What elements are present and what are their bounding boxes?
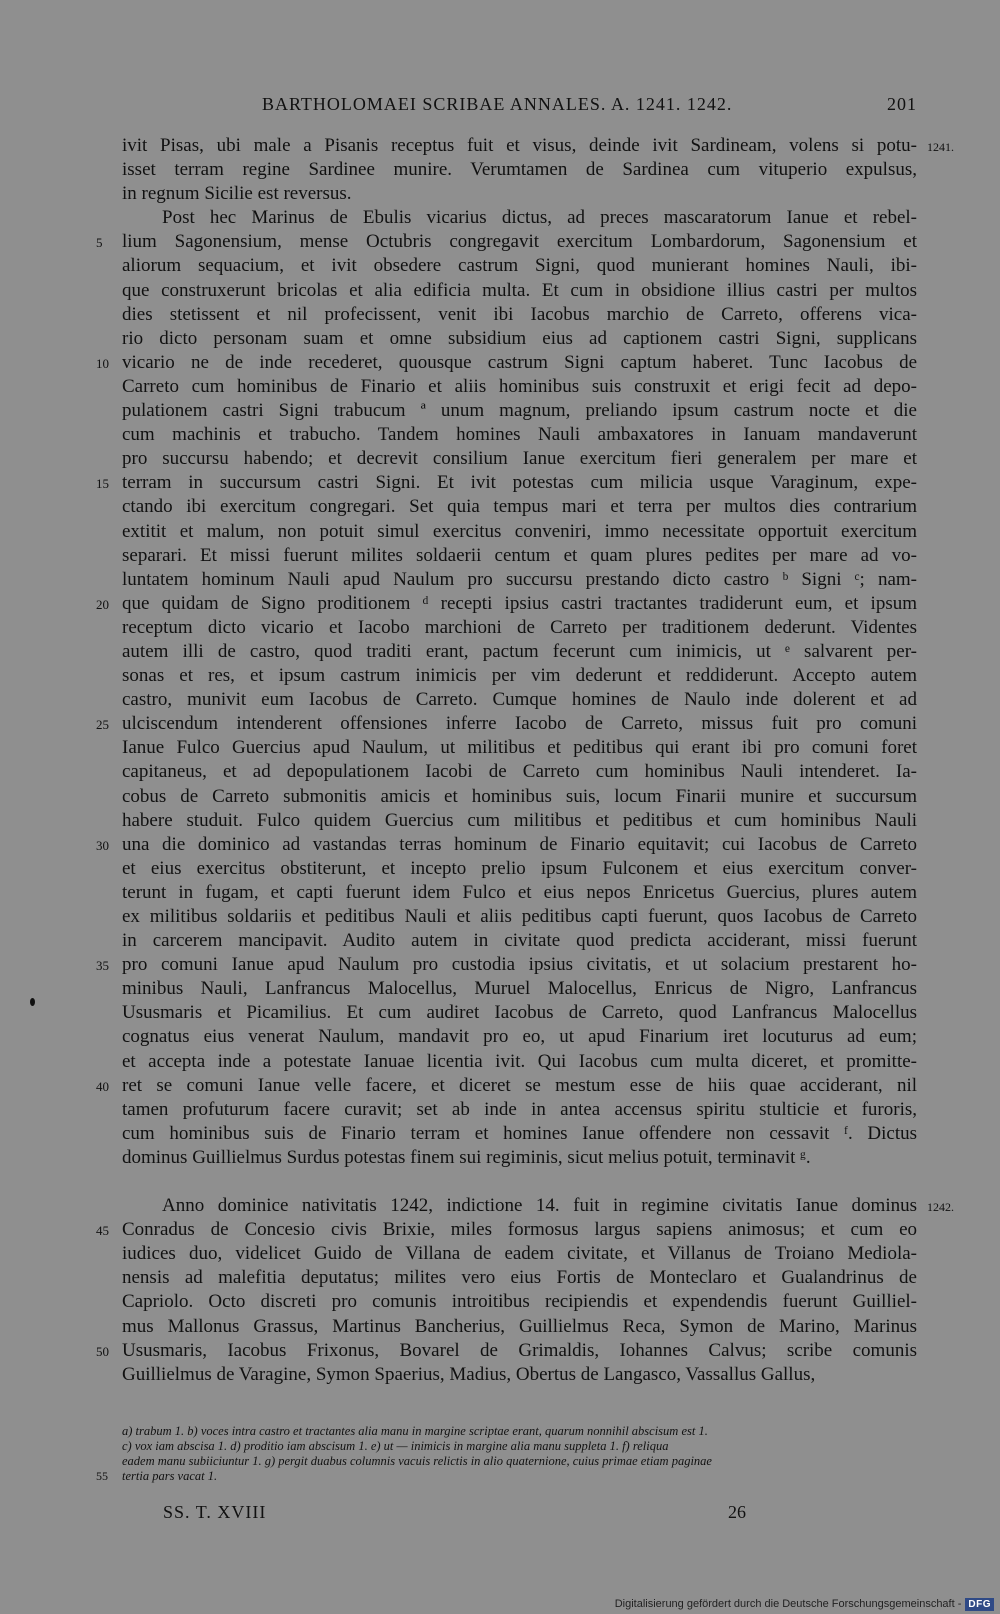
line-text: Post hec Marinus de Ebulis vicarius dictus, ad preces mascaratorum Ianue et rebel- (162, 207, 917, 229)
line-text: ex militibus soldariis et peditibus Nauli et aliis peditibus capti fuerunt, quos Iacobus de Carreto (122, 906, 917, 927)
text-line (122, 1098, 917, 1122)
text-line (122, 760, 917, 784)
margin-year: 1242. (927, 1200, 954, 1215)
text-line (122, 1266, 917, 1290)
line-number: 45 (96, 1223, 109, 1239)
text-line (122, 327, 917, 351)
text-line (122, 929, 917, 953)
line-text: ivit Pisas, ubi male a Pisanis receptus fuit et visus, deinde ivit Sardineam, volens si potu- (122, 135, 917, 156)
text-line (122, 520, 917, 544)
line-text: separari. Et missi fuerunt milites soldaerii centum et quam plures pedites per mare ad vo- (122, 544, 917, 566)
text-line (122, 254, 917, 278)
line-text: receptum dicto vicario et Iacobo marchioni de Carreto per traditionem dederunt. Videntes (122, 616, 917, 638)
text-line (122, 881, 917, 905)
text-line (122, 905, 917, 929)
line-text: cum hominibus suis de Finario terram et homines Ianue offendere non cessavit ᶠ. Dictus (122, 1122, 917, 1144)
dfg-credit (574, 1594, 1000, 1614)
line-text: capitaneus, et ad depopulationem Iacobi de Carreto cum hominibus Nauli intenderet. Ia- (122, 761, 917, 783)
running-title: BARTHOLOMAEI SCRIBAE ANNALES. A. 1241. 1242. (262, 94, 733, 114)
text-line (122, 785, 917, 809)
text-line (122, 568, 917, 592)
text-line (122, 809, 917, 833)
text-line (122, 857, 917, 881)
text-line (122, 640, 917, 664)
line-text: que construxerunt bricolas et alia edificia multa. Et cum in obsidione illius castri per multos (122, 279, 917, 301)
text-line (122, 1194, 954, 1218)
line-text: Anno dominice nativitatis 1242, indictione 14. fuit in regimine civitatis Ianue dominus (162, 1195, 917, 1217)
line-text: Carreto cum hominibus de Finario et aliis hominibus suis construxit et erigi fecit ad depo- (122, 375, 917, 397)
line-text: una die dominico ad vastandas terras hominum de Finario equitavit; cui Iacobus de Carreto (122, 833, 917, 855)
text-line (122, 544, 917, 568)
line-text: luntatem hominum Nauli apud Naulum pro succursu prestando dicto castro ᵇ Signi ᶜ; nam- (122, 568, 917, 590)
line-text: cognatus eius venerat Naulum, mandavit pro eo, ut apud Finarium iret locuturus ad eum; (122, 1026, 917, 1048)
text-line (122, 616, 917, 640)
text-line (96, 1218, 917, 1242)
text-line (122, 303, 917, 327)
footnote-text: eadem manu subiiciuntur 1. g) pergit duabus columnis vacuis relictis in alio quaternione, cuius primae etiam paginae (122, 1454, 712, 1468)
margin-year: 1241. (927, 140, 954, 154)
text-line (96, 833, 917, 857)
text-line (96, 351, 917, 375)
footnote-line (96, 1469, 917, 1484)
text-line (122, 423, 917, 447)
footnote-line (122, 1439, 917, 1454)
line-text: rio dicto personam suam et omne subsidium eius ad captionem castri Signi, supplicans (122, 327, 917, 349)
text-line (122, 447, 917, 471)
line-text: sonas et res, et ipsum castrum inimicis per vim dederunt et reddiderunt. Accepto autem (122, 665, 917, 687)
page-number: 201 (887, 94, 917, 114)
line-number: 25 (96, 717, 109, 733)
text-line (96, 953, 917, 977)
text-line (122, 182, 917, 206)
line-text: nensis ad malefitia deputatus; milites vero eius Fortis de Monteclaro et Gualandrinus de (122, 1267, 917, 1289)
line-number: 15 (96, 476, 109, 492)
footnote-text: tertia pars vacat 1. (122, 1469, 218, 1483)
line-text: iudices duo, videlicet Guido de Villana de eadem civitate, et Villanus de Troiano Mediola- (122, 1243, 917, 1265)
line-text: Guillielmus de Varagine, Symon Spaerius, Madius, Obertus de Langasco, Vassallus Gallus, (122, 1363, 816, 1385)
footnote-text: c) vox iam abscisa 1. d) proditio iam abscisum 1. e) ut — inimicis in margine alia manu suppleta 1. f) reliqua (122, 1439, 669, 1453)
signature-number: 26 (728, 1502, 746, 1522)
line-number: 30 (96, 837, 109, 853)
line-text: terunt in fugam, et capti fuerunt idem Fulco et eius nepos Enricetus Guercius, plures autem (122, 881, 917, 903)
line-text: aliorum sequacium, et ivit obsedere castrum Signi, quod munierant homines Nauli, ibi- (122, 255, 917, 277)
line-text: ret se comuni Ianue velle facere, et diceret se mestum esse de hiis quae acciderant, nil (122, 1074, 917, 1096)
text-line (122, 399, 917, 423)
text-line (122, 664, 917, 688)
line-text: Ususmaris, Iacobus Frixonus, Bovarel de Grimaldis, Iohannes Calvus; scribe comunis (122, 1339, 917, 1361)
line-number: 55 (96, 1469, 108, 1483)
line-text: terram in succursum castri Signi. Et ivit potestas cum milicia usque Varaginum, expe- (122, 472, 917, 494)
dfg-logo: DFG (965, 1598, 994, 1611)
line-text: cum machinis et trabucho. Tandem homines Nauli ambaxatores in Ianuam mandaverunt (122, 424, 917, 446)
line-text: dominus Guillielmus Surdus potestas finem sui regiminis, sicut melius potuit, terminavit ᵍ. (122, 1146, 811, 1168)
line-text: habere studuit. Fulco quidem Guercius cum militibus et peditibus et cum hominibus Nauli (122, 809, 917, 831)
text-line (96, 1074, 917, 1098)
text-line (122, 1242, 917, 1266)
text-line (96, 1339, 917, 1363)
text-line (122, 1025, 917, 1049)
text-line (122, 206, 917, 230)
text-line (122, 158, 917, 182)
line-text: pro comuni Ianue apud Naulum pro custodia ipsius civitatis, et ut solacium prestarent ho- (122, 954, 917, 976)
line-text: Ianue Fulco Guercius apud Naulum, ut militibus et peditibus qui erant ibi pro comuni foret (122, 737, 917, 759)
line-text: et eius exercitus obstiterunt, et incepto prelio ipsum Fulconem et eius exercitum conver- (122, 857, 917, 879)
line-text: minibus Nauli, Lanfrancus Malocellus, Muruel Malocellus, Enricus de Nigro, Lanfrancus (122, 978, 917, 1000)
line-text: pulationem castri Signi trabucum ª unum magnum, preliando ipsum castrum nocte et die (122, 400, 917, 422)
line-number: 50 (96, 1343, 109, 1359)
footnote-line (122, 1424, 917, 1439)
line-text: autem illi de castro, quod traditi erant, pactum fecerunt cum inimicis, ut ᵉ salvarent per- (122, 640, 917, 662)
text-line (122, 688, 917, 712)
text-line (122, 134, 954, 158)
line-text: in regnum Sicilie est reversus. (122, 183, 352, 205)
line-text: pro succursu habendo; et decrevit consilium Ianue exercitum fieri generalem per mare et (122, 448, 917, 470)
volume-signature: SS. T. XVIII (163, 1502, 267, 1522)
text-line (122, 1122, 917, 1146)
line-number: 40 (96, 1078, 109, 1094)
section-gap (122, 1170, 917, 1194)
text-line (122, 1146, 917, 1170)
text-line (122, 1315, 917, 1339)
line-text: que quidam de Signo proditionem ᵈ recepti ipsius castri tractantes tradiderunt eum, et ipsum (122, 592, 917, 614)
line-text: tamen profuturum facere curavit; set ab inde in antea accensus spiritu stulticie et furoris, (122, 1098, 917, 1120)
line-text: ulciscendum intenderent offensiones inferre Iacobo de Carreto, missus fuit pro comuni (122, 713, 917, 735)
footnote-text: a) trabum 1. b) voces intra castro et tractantes alia manu in margine scriptae erant, quarum nonnihil abscisum est 1. (122, 1424, 708, 1438)
line-text: dies stetissent et nil profecissent, venit ibi Iacobus marchio de Carreto, offerens vica- (122, 303, 917, 325)
text-line (122, 736, 917, 760)
line-text: in carcerem mancipavit. Audito autem in civitate quod predicta acciderant, missi fuerunt (122, 930, 917, 952)
line-text: Ususmaris et Picamilius. Et cum audiret Iacobus de Carreto, quod Lanfrancus Malocellus (122, 1002, 917, 1024)
text-line (122, 977, 917, 1001)
line-text: vicario ne de inde recederet, quousque castrum Signi captum haberet. Tunc Iacobus de (122, 351, 917, 373)
line-number: 10 (96, 355, 109, 371)
line-number: 35 (96, 958, 109, 974)
text-line (122, 495, 917, 519)
dfg-credit-text: Digitalisierung gefördert durch die Deutsche Forschungsgemeinschaft - (614, 1598, 962, 1610)
line-text: castro, munivit eum Iacobus de Carreto. Cumque homines de Naulo inde dolerent et ad (122, 689, 917, 711)
main-text (96, 134, 954, 1387)
text-line (122, 1001, 917, 1025)
footnote-line (122, 1454, 917, 1469)
line-number: 20 (96, 596, 109, 612)
text-line (122, 375, 917, 399)
text-line (122, 1050, 917, 1074)
line-text: cobus de Carreto submonitis amicis et hominibus suis, locum Finarii munire et succursum (122, 785, 917, 807)
line-text: mus Mallonus Grassus, Martinus Bancherius, Guillielmus Reca, Symon de Marino, Marinus (122, 1315, 917, 1337)
footnotes (96, 1424, 917, 1484)
text-line (122, 1363, 917, 1387)
line-text: Conradus de Concesio civis Brixie, miles formosus largus sapiens animosus; et cum eo (122, 1219, 917, 1241)
text-line (96, 471, 917, 495)
line-text: extitit et malum, non potuit simul exercitus conveniri, immo necessitate opportuit exercitum (122, 520, 917, 542)
text-line (96, 230, 917, 254)
line-text: Capriolo. Octo discreti pro comunis introitibus recipiendis et expendendis fuerunt Guilliel- (122, 1291, 917, 1313)
line-text: lium Sagonensium, mense Octubris congregavit exercitum Lombardorum, Sagonensium et (122, 231, 917, 253)
line-text: et accepta inde a potestate Ianuae licentia ivit. Qui Iacobus cum multa diceret, et promitte- (122, 1050, 917, 1072)
margin-dot (30, 998, 35, 1006)
line-text: ctando ibi exercitum congregari. Set quia tempus mari et terra per multos dies contrarium (122, 496, 917, 518)
text-line (122, 279, 917, 303)
text-line (96, 592, 917, 616)
line-number: 5 (96, 235, 103, 251)
line-text: isset terram regine Sardinee munire. Verumtamen de Sardinea cum vituperio expulsus, (122, 159, 917, 181)
text-line (122, 1290, 917, 1314)
text-line (96, 712, 917, 736)
